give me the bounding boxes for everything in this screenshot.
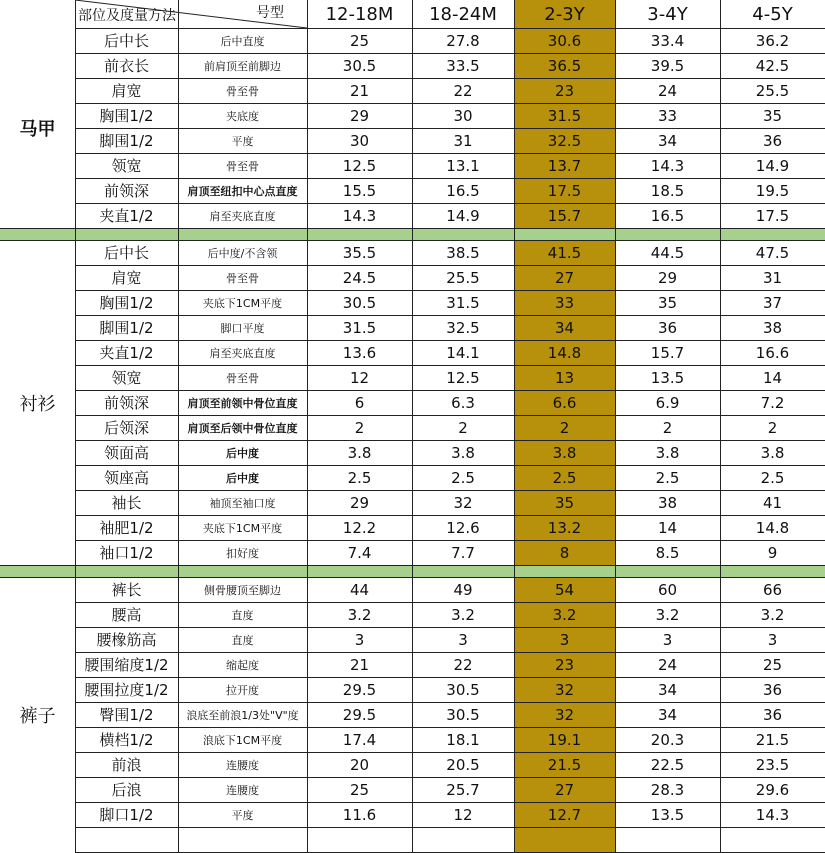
row-method: 肩至夹底直度 [209, 209, 276, 223]
row-value-18-24M: 31.5 [446, 293, 480, 312]
row-value-3-4Y: 39.5 [650, 56, 685, 75]
row-method: 扣好度 [226, 546, 259, 560]
section-label: 裤子 [19, 705, 56, 727]
row-value-12-18M: 21 [349, 655, 370, 674]
row-method: 连腰度 [226, 783, 259, 797]
row-value-12-18M: 12.2 [342, 518, 377, 537]
row-value-3-4Y: 2 [662, 418, 673, 437]
row-value-3-4Y: 44.5 [650, 243, 685, 262]
row-value-4-5Y: 16.6 [755, 343, 790, 362]
row-value-18-24M: 6.3 [451, 393, 475, 412]
column-divider [178, 0, 179, 852]
row-value-12-18M: 13.6 [342, 343, 377, 362]
row-value-18-24M: 2 [458, 418, 468, 437]
row-part-name: 前浪 [111, 756, 142, 774]
row-value-18-24M: 12.6 [446, 518, 480, 537]
row-part-name: 腰围拉度1/2 [84, 681, 169, 699]
row-value-2-3Y: 21.5 [547, 755, 582, 774]
row-value-18-24M: 38.5 [446, 243, 480, 262]
header-corner-right: 号型 [256, 5, 284, 21]
row-value-2-3Y: 32 [554, 680, 575, 699]
row-value-4-5Y: 35 [762, 106, 783, 125]
row-value-2-3Y: 8 [559, 543, 570, 562]
row-method: 骨至骨 [226, 159, 259, 173]
row-value-4-5Y: 47.5 [755, 243, 790, 262]
row-value-12-18M: 3.2 [347, 605, 372, 624]
row-part-name: 后浪 [111, 781, 142, 799]
row-value-18-24M: 14.1 [446, 343, 480, 362]
header-corner-left: 部位及度量方法 [78, 8, 176, 24]
row-value-3-4Y: 60 [657, 580, 678, 599]
row-part-name: 腰橡筋高 [96, 631, 157, 649]
row-part-name: 脚围1/2 [99, 132, 154, 150]
row-part-name: 胸围1/2 [99, 294, 154, 312]
row-part-name: 夹直1/2 [99, 207, 154, 225]
row-value-4-5Y: 25.5 [755, 81, 790, 100]
row-value-2-3Y: 54 [554, 580, 575, 599]
row-value-2-3Y: 14.8 [547, 343, 582, 362]
row-value-12-18M: 15.5 [342, 181, 377, 200]
row-part-name: 夹直1/2 [99, 344, 154, 362]
row-value-12-18M: 25 [349, 31, 370, 50]
row-value-4-5Y: 14.8 [755, 518, 790, 537]
row-value-3-4Y: 34 [657, 680, 678, 699]
row-method: 浪底下1CM平度 [202, 733, 283, 747]
row-value-3-4Y: 33 [657, 106, 678, 125]
row-value-18-24M: 31 [453, 131, 473, 150]
row-part-name: 领宽 [111, 157, 142, 175]
row-value-2-3Y: 2 [559, 418, 570, 437]
row-method: 前肩顶至前脚边 [204, 59, 281, 73]
row-method: 肩顶至前领中骨位直度 [187, 396, 298, 410]
row-value-12-18M: 7.4 [347, 543, 372, 562]
row-value-2-3Y: 23 [554, 81, 575, 100]
row-value-4-5Y: 14.9 [755, 156, 790, 175]
row-part-name: 胸围1/2 [99, 107, 154, 125]
row-value-2-3Y: 13.2 [547, 518, 582, 537]
row-value-12-18M: 29.5 [342, 705, 377, 724]
row-value-12-18M: 44 [349, 580, 370, 599]
row-value-4-5Y: 36 [762, 705, 783, 724]
row-value-3-4Y: 6.9 [655, 393, 680, 412]
row-value-18-24M: 20.5 [446, 755, 480, 774]
row-value-3-4Y: 13.5 [650, 805, 685, 824]
header-diagonal-line [75, 0, 307, 28]
row-value-18-24M [412, 827, 514, 852]
row-method: 直度 [231, 633, 254, 647]
row-value-2-3Y: 30.6 [547, 31, 582, 50]
column-divider [412, 0, 413, 852]
row-part-name: 臀围1/2 [99, 706, 154, 724]
row-value-2-3Y: 32 [554, 705, 575, 724]
row-method: 侧骨腰顶至脚边 [204, 583, 281, 597]
row-value-3-4Y: 14 [657, 518, 678, 537]
row-value-2-3Y: 2.5 [552, 468, 577, 487]
column-divider [514, 0, 515, 852]
row-value-4-5Y: 3.8 [760, 443, 785, 462]
row-part-name: 裤长 [111, 581, 142, 599]
row-value-3-4Y: 38 [657, 493, 678, 512]
row-value-2-3Y: 33 [554, 293, 575, 312]
row-value-18-24M: 30 [453, 106, 473, 125]
row-value-4-5Y: 14 [762, 368, 783, 387]
row-value-12-18M: 25 [349, 780, 370, 799]
row-method: 平度 [231, 808, 254, 822]
row-value-12-18M: 29.5 [342, 680, 377, 699]
section-label: 马甲 [19, 119, 56, 140]
row-part-name: 脚围1/2 [99, 319, 154, 337]
row-value-12-18M: 21 [349, 81, 370, 100]
row-method: 肩顶至后领中骨位直度 [187, 421, 298, 435]
row-value-4-5Y: 23.5 [755, 755, 790, 774]
row-method: 骨至骨 [226, 84, 259, 98]
row-value-18-24M: 7.7 [451, 543, 475, 562]
row-value-4-5Y: 66 [762, 580, 783, 599]
row-value-2-3Y: 35 [554, 493, 575, 512]
row-value-2-3Y: 3.2 [552, 605, 577, 624]
row-value-3-4Y: 3.2 [655, 605, 680, 624]
row-method: 骨至骨 [226, 371, 259, 385]
row-value-2-3Y: 6.6 [552, 393, 577, 412]
row-value-18-24M: 27.8 [446, 31, 480, 50]
row-value-2-3Y [514, 827, 615, 852]
row-method: 拉开度 [226, 683, 259, 697]
row-value-18-24M: 3.2 [451, 605, 475, 624]
row-part-name: 后中长 [103, 32, 149, 50]
row-value-2-3Y: 13.7 [547, 156, 582, 175]
row-value-3-4Y: 34 [657, 705, 678, 724]
row-value-12-18M: 2.5 [347, 468, 372, 487]
column-divider [615, 0, 616, 852]
row-part-name: 后领深 [103, 419, 149, 437]
row-part-name: 领座高 [103, 469, 149, 487]
row-part-name: 袖肥1/2 [99, 519, 154, 537]
row-value-2-3Y: 32.5 [547, 131, 582, 150]
row-value-18-24M: 2.5 [451, 468, 475, 487]
row-value-4-5Y: 17.5 [755, 206, 790, 225]
row-value-18-24M: 12.5 [446, 368, 480, 387]
row-value-18-24M: 18.1 [446, 730, 480, 749]
row-value-4-5Y: 38 [762, 318, 783, 337]
row-value-2-3Y: 36.5 [547, 56, 582, 75]
row-value-3-4Y: 18.5 [650, 181, 685, 200]
row-value-4-5Y: 9 [767, 543, 778, 562]
row-method: 后中度 [226, 446, 259, 460]
row-value-4-5Y: 3 [767, 630, 778, 649]
row-value-2-3Y: 23 [554, 655, 575, 674]
row-value-12-18M: 3.8 [347, 443, 372, 462]
row-value-12-18M: 30.5 [342, 293, 377, 312]
row-part-name: 腰高 [111, 606, 142, 624]
row-value-3-4Y: 24 [657, 81, 678, 100]
row-value-12-18M: 3 [354, 630, 365, 649]
row-value-3-4Y: 24 [657, 655, 678, 674]
row-method [178, 827, 307, 852]
row-value-12-18M: 17.4 [342, 730, 377, 749]
row-value-3-4Y [615, 827, 720, 852]
row-value-12-18M: 2 [354, 418, 365, 437]
row-value-18-24M: 3 [458, 630, 468, 649]
row-value-3-4Y: 15.7 [650, 343, 685, 362]
row-part-name: 肩宽 [111, 269, 142, 287]
row-value-4-5Y: 36 [762, 680, 783, 699]
row-value-18-24M: 22 [453, 81, 473, 100]
row-value-4-5Y: 7.2 [760, 393, 785, 412]
row-value-18-24M: 25.7 [446, 780, 480, 799]
row-value-4-5Y: 14.3 [755, 805, 790, 824]
row-value-18-24M: 25.5 [446, 268, 480, 287]
row-value-4-5Y: 25 [762, 655, 783, 674]
row-value-2-3Y: 12.7 [547, 805, 582, 824]
row-part-name: 肩宽 [111, 82, 142, 100]
row-value-4-5Y: 41 [762, 493, 783, 512]
row-value-4-5Y: 36.2 [755, 31, 790, 50]
row-part-name: 后中长 [103, 244, 149, 262]
row-value-12-18M: 11.6 [342, 805, 377, 824]
row-value-18-24M: 22 [453, 655, 473, 674]
row-value-4-5Y: 29.6 [755, 780, 790, 799]
row-value-3-4Y: 3 [662, 630, 673, 649]
row-value-12-18M: 20 [349, 755, 370, 774]
row-value-12-18M: 6 [354, 393, 365, 412]
row-value-12-18M: 35.5 [342, 243, 377, 262]
row-value-3-4Y: 3.8 [655, 443, 680, 462]
row-value-4-5Y: 42.5 [755, 56, 790, 75]
row-value-4-5Y: 3.2 [760, 605, 785, 624]
row-value-3-4Y: 28.3 [650, 780, 685, 799]
row-part-name: 领面高 [103, 444, 149, 462]
row-method: 骨至骨 [226, 271, 259, 285]
row-part-name: 横档1/2 [99, 731, 154, 749]
row-value-12-18M: 30 [349, 131, 370, 150]
row-value-12-18M: 31.5 [342, 318, 377, 337]
row-value-3-4Y: 34 [657, 131, 678, 150]
row-value-2-3Y: 27 [554, 268, 575, 287]
column-divider [75, 0, 76, 852]
row-value-18-24M: 30.5 [446, 705, 480, 724]
row-value-12-18M: 12.5 [342, 156, 377, 175]
size-header-18-24M: 18-24M [429, 3, 497, 25]
row-value-2-3Y: 34 [554, 318, 575, 337]
row-value-18-24M: 13.1 [446, 156, 480, 175]
row-value-3-4Y: 13.5 [650, 368, 685, 387]
row-value-3-4Y: 35 [657, 293, 678, 312]
row-value-12-18M: 29 [349, 106, 370, 125]
row-value-12-18M: 29 [349, 493, 370, 512]
row-value-3-4Y: 33.4 [650, 31, 685, 50]
row-part-name: 前领深 [103, 394, 149, 412]
row-method: 直度 [231, 608, 254, 622]
row-value-3-4Y: 16.5 [650, 206, 685, 225]
row-method: 连腰度 [226, 758, 259, 772]
row-method: 脚口平度 [220, 321, 265, 335]
row-value-2-3Y: 3.8 [552, 443, 577, 462]
row-part-name: 袖长 [111, 494, 142, 512]
row-method: 夹底下1CM平度 [202, 521, 283, 535]
row-value-2-3Y: 27 [554, 780, 575, 799]
row-part-name: 前衣长 [103, 57, 149, 75]
row-value-12-18M: 30.5 [342, 56, 377, 75]
section-label: 衬衫 [19, 393, 56, 415]
row-value-12-18M: 24.5 [342, 268, 377, 287]
row-value-12-18M: 12 [349, 368, 370, 387]
row-method: 平度 [231, 134, 254, 148]
row-method: 袖顶至袖口度 [209, 496, 276, 510]
row-value-4-5Y: 2 [767, 418, 778, 437]
row-value-12-18M: 14.3 [342, 206, 377, 225]
row-value-18-24M: 14.9 [446, 206, 480, 225]
row-value-4-5Y: 31 [762, 268, 783, 287]
row-value-2-3Y: 15.7 [547, 206, 582, 225]
row-part-name: 领宽 [111, 369, 142, 387]
row-value-4-5Y: 21.5 [755, 730, 790, 749]
row-value-3-4Y: 29 [657, 268, 678, 287]
row-value-4-5Y: 37 [762, 293, 783, 312]
row-value-2-3Y: 31.5 [547, 106, 582, 125]
row-value-18-24M: 12 [453, 805, 473, 824]
row-method: 后中度 [226, 471, 259, 485]
size-header-3-4Y: 3-4Y [647, 3, 688, 25]
row-value-12-18M [307, 827, 412, 852]
row-value-18-24M: 3.8 [451, 443, 475, 462]
row-value-3-4Y: 36 [657, 318, 678, 337]
row-value-18-24M: 16.5 [446, 181, 480, 200]
row-part-name: 脚口1/2 [99, 806, 154, 824]
row-method: 缩起度 [226, 658, 259, 672]
row-value-3-4Y: 14.3 [650, 156, 685, 175]
row-value-18-24M: 32 [453, 493, 473, 512]
row-value-3-4Y: 22.5 [650, 755, 685, 774]
row-value-4-5Y: 19.5 [755, 181, 790, 200]
row-value-18-24M: 30.5 [446, 680, 480, 699]
row-part-name [75, 827, 178, 852]
row-method: 后中直度 [220, 34, 265, 48]
row-value-2-3Y: 13 [554, 368, 575, 387]
row-part-name: 腰围缩度1/2 [84, 656, 169, 674]
column-divider [720, 0, 721, 852]
row-value-3-4Y: 8.5 [655, 543, 680, 562]
row-value-4-5Y: 2.5 [760, 468, 785, 487]
row-value-18-24M: 32.5 [446, 318, 480, 337]
row-value-3-4Y: 2.5 [655, 468, 680, 487]
row-part-name: 袖口1/2 [99, 544, 154, 562]
row-method: 夹底下1CM平度 [202, 296, 283, 310]
row-value-18-24M: 33.5 [446, 56, 480, 75]
size-header-4-5Y: 4-5Y [752, 3, 793, 25]
row-method: 夹底度 [226, 109, 259, 123]
row-method: 后中度/不含领 [207, 246, 278, 260]
row-method: 浪底至前浪1/3处"V"度 [186, 708, 299, 722]
row-value-3-4Y: 20.3 [650, 730, 685, 749]
row-value-2-3Y: 3 [559, 630, 570, 649]
row-value-2-3Y: 19.1 [547, 730, 582, 749]
row-value-18-24M: 49 [453, 580, 473, 599]
row-value-4-5Y [720, 827, 825, 852]
row-value-2-3Y: 41.5 [547, 243, 582, 262]
row-value-4-5Y: 36 [762, 131, 783, 150]
size-header-12-18M: 12-18M [325, 3, 394, 25]
row-method: 肩顶至纽扣中心点直度 [187, 184, 298, 198]
size-header-2-3Y: 2-3Y [544, 3, 585, 25]
row-part-name: 前领深 [103, 182, 149, 200]
row-value-2-3Y: 17.5 [547, 181, 582, 200]
column-divider [307, 0, 308, 852]
row-method: 肩至夹底直度 [209, 346, 276, 360]
